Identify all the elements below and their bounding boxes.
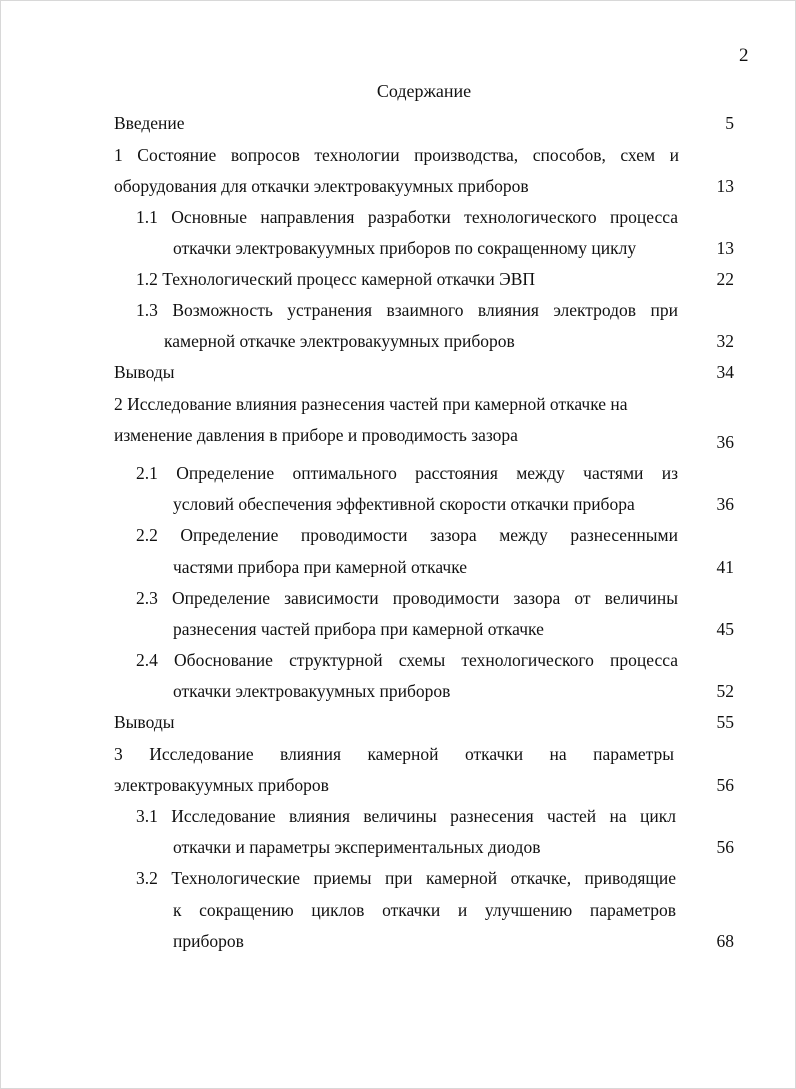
toc-entry-text: откачки электровакуумных приборов [173, 681, 451, 701]
toc-entry-section-2-4-cont[interactable] [1, 679, 796, 703]
toc-entry-text: к сокращению циклов откачки и улучшению параметров [173, 900, 676, 920]
toc-entry-text: разнесения частей прибора при камерной откачке [173, 619, 544, 639]
toc-entry-text: 1.2 Технологический процесс камерной откачки ЭВП [136, 269, 536, 289]
toc-entry-chapter-2-page-row [1, 430, 796, 454]
toc-entry-page: 56 [716, 775, 734, 795]
toc-entry-section-2-2[interactable] [1, 523, 796, 547]
toc-entry-section-2-3-cont[interactable] [1, 617, 796, 641]
toc-entry-chapter-1[interactable] [1, 143, 796, 167]
toc-entry-page: 52 [716, 681, 734, 701]
toc-entry-section-2-4[interactable] [1, 648, 796, 672]
toc-entry-text: 1 Состояние вопросов технологии производства, способов, схем и [114, 145, 679, 165]
toc-entry-text: откачки и параметры экспериментальных диодов [173, 837, 541, 857]
toc-entry-page: 45 [716, 619, 734, 639]
toc-entry-page: 68 [716, 931, 734, 951]
toc-entry-text: камерной откачке электровакуумных приборов [164, 331, 515, 351]
toc-entry-text: 2 Исследование влияния разнесения частей при камерной откачке на [114, 394, 628, 414]
toc-entry-text: Выводы [114, 362, 175, 382]
toc-entry-section-1-3[interactable] [1, 298, 796, 322]
toc-entry-chapter-2[interactable] [1, 392, 796, 416]
toc-entry-text: частями прибора при камерной откачке [173, 557, 468, 577]
toc-entry-page: 55 [716, 712, 734, 732]
toc-entry-page: 36 [716, 432, 734, 452]
toc-entry-section-1-3-cont[interactable] [1, 329, 796, 353]
toc-entry-section-2-3[interactable] [1, 586, 796, 610]
toc-entry-page: 22 [716, 269, 734, 289]
toc-entry-page: 56 [716, 837, 734, 857]
page-number: 2 [739, 45, 749, 66]
toc-entry-text: 2.1 Определение оптимального расстояния между частями из [136, 463, 678, 483]
toc-entry-section-2-2-cont[interactable] [1, 555, 796, 579]
toc-entry-text: 3.1 Исследование влияния величины разнесения частей на цикл [136, 806, 676, 826]
toc-entry-text: 1.3 Возможность устранения взаимного влияния электродов при [136, 300, 678, 320]
toc-entry-chapter-1-cont[interactable] [1, 174, 796, 198]
toc-entry-text: откачки электровакуумных приборов по сокращенному циклу [173, 238, 637, 258]
toc-entry-conclusions-1[interactable] [1, 360, 796, 384]
toc-entry-text: приборов [173, 931, 244, 951]
toc-entry-section-2-1-cont[interactable] [1, 492, 796, 516]
toc-entry-text: 2.2 Определение проводимости зазора между разнесенными [136, 525, 678, 545]
toc-entry-page: 34 [716, 362, 734, 382]
toc-entry-section-3-2-cont[interactable] [1, 898, 796, 922]
toc-entry-introduction[interactable] [1, 111, 796, 135]
toc-entry-section-3-1-cont[interactable] [1, 835, 796, 859]
toc-entry-page: 32 [716, 331, 734, 351]
toc-entry-chapter-3-cont[interactable] [1, 773, 796, 797]
toc-entry-text: электровакуумных приборов [114, 775, 329, 795]
toc-entry-page: 36 [716, 494, 734, 514]
toc-entry-text: 2.4 Обоснование структурной схемы технологического процесса [136, 650, 678, 670]
toc-entry-conclusions-2[interactable] [1, 710, 796, 734]
toc-entry-page: 41 [716, 557, 734, 577]
toc-entry-section-1-1-cont[interactable] [1, 236, 796, 260]
toc-entry-page: 13 [716, 176, 734, 196]
toc-entry-text: Выводы [114, 712, 175, 732]
toc-entry-section-1-2[interactable] [1, 267, 796, 291]
toc-entry-page: 13 [716, 238, 734, 258]
toc-entry-text: изменение давления в приборе и проводимость зазора [114, 425, 518, 445]
toc-entry-section-2-1[interactable] [1, 461, 796, 485]
toc-entry-section-3-1[interactable] [1, 804, 796, 828]
toc-entry-text: 3 Исследование влияния камерной откачки на параметры [114, 744, 674, 764]
toc-entry-text: 1.1 Основные направления разработки технологического процесса [136, 207, 678, 227]
toc-entry-section-3-2[interactable] [1, 866, 796, 890]
toc-entry-text: оборудования для откачки электровакуумных приборов [114, 176, 529, 196]
toc-entry-text: 2.3 Определение зависимости проводимости зазора от величины [136, 588, 678, 608]
toc-entry-text: 3.2 Технологические приемы при камерной откачке, приводящие [136, 868, 676, 888]
toc-entry-text: Введение [114, 113, 185, 133]
toc-entry-section-1-1[interactable] [1, 205, 796, 229]
toc-title: Содержание [376, 81, 472, 101]
toc-entry-section-3-2-cont-2[interactable] [1, 929, 796, 953]
toc-entry-chapter-3[interactable] [1, 742, 796, 766]
toc-entry-text: условий обеспечения эффективной скорости откачки прибора [173, 494, 635, 514]
toc-entry-page: 5 [725, 113, 734, 133]
